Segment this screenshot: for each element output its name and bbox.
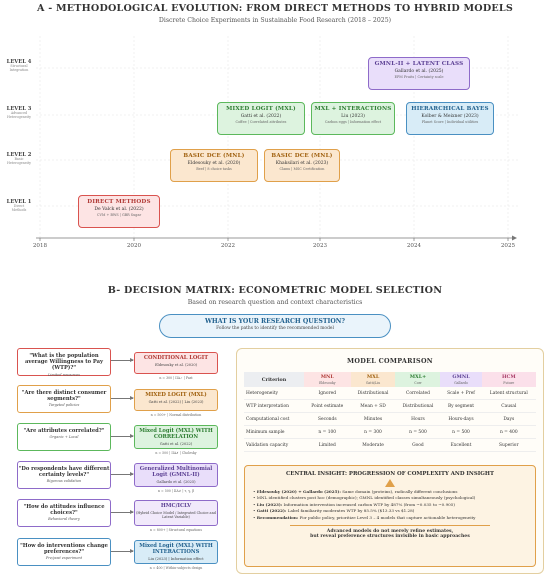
model-card [134,540,218,564]
level-2-label [4,152,34,166]
question-text: "How do attitudes influence choices?" [23,504,105,517]
question-card [17,499,111,527]
method-author: Gallardo et al. (2025) [394,69,444,74]
table-cell: Causal [482,400,536,413]
method-author: Khaksilari et al. (2023) [275,161,329,166]
model-note: n = 500 | IIA✗ | τ, γ, β [157,489,195,493]
model-author: Eldesouky et al. (2020) [154,362,198,367]
table-cell: Minutes [351,413,396,426]
column-name: MXL+ [409,373,427,380]
method-box-mxl-interactions [311,102,395,135]
method-title: MIXED LOGIT (MXL) [226,106,296,112]
model-author: Gatti et al. (2022) [159,441,193,446]
table-row [244,387,536,400]
method-author: Eldesouky et al. (2020) [187,161,241,166]
model-author: (Hybrid Choice Model / Integrated Choice and Latent Variable) [136,510,216,519]
model-name: Generalized Multinomial Logit (GMNL-II) [139,466,213,478]
insight-bold: Recommendation: [256,514,299,520]
method-author: Gatti et al. (2022) [240,114,282,119]
table-cell: WTP interpretation [244,400,304,413]
table-cell: By segment [440,400,481,413]
method-author: De Valck et al. (2022) [94,207,144,212]
arrow-icon [111,512,133,513]
table-row [244,400,536,413]
method-note: Carbon eggs | Information effect [324,120,382,124]
insight-item: • Recommendation: For public policy, prioritize Level 3 – 4 models that capture actionable heterogeneity [253,514,476,520]
insight-item: • Liu (2023): Information intervention increased carbon WTP by 487% (from ~0.035 to ~0.905) [253,501,455,507]
table-cell: Distributional [351,387,396,400]
year-label: 2023 [312,243,328,249]
method-title: DIRECT METHODS [87,199,151,205]
model-name: Mixed Logit (MXL) WITH CORRELATION [139,428,213,440]
level-4-label [4,59,34,73]
model-comparison-panel [236,348,544,574]
method-note: Coffee | Correlated attributes [235,120,287,124]
comparison-header-row [244,372,536,387]
year-label: 2025 [500,243,516,249]
table-cell: n = 100 [304,426,351,439]
table-cell: Correlated [395,387,440,400]
arrow-icon [111,551,133,552]
column-name: MNL [320,373,334,380]
insight-conclusion [290,525,490,539]
comparison-table [244,372,536,452]
research-question-subtitle: Follow the paths to identify the recommended model [216,326,334,331]
model-note: n = 400 | Within-subjects design [149,566,203,570]
table-cell: Heterogeneity [244,387,304,400]
table-cell: Excellent [440,439,481,452]
level-desc: Structural [10,64,28,68]
question-text: "Are attributes correlated?" [23,428,105,434]
model-name: CONDITIONAL LOGIT [143,355,209,361]
table-cell: Moderate [351,439,396,452]
level-desc: Basic [14,157,24,161]
model-card [134,352,218,374]
column-header [351,372,396,387]
model-card [134,463,218,487]
year-label: 2020 [126,243,142,249]
model-author: Liu (2023) | Information effect [148,556,204,561]
table-cell: Limited [304,439,351,452]
level-desc: Advanced [10,111,28,115]
model-author: Gallardo et al. (2025) [156,479,196,484]
table-cell: Distributional [395,400,440,413]
column-name: HCM [501,373,516,380]
column-header [440,372,481,387]
table-cell: Mean + SD [351,400,396,413]
question-text: "Are there distinct consumer segments?" [21,390,107,403]
arrow-icon [111,398,133,399]
table-cell: Point estimate [304,400,351,413]
method-title: BASIC DCE (MNL) [271,153,333,159]
insight-text: Information intervention increased carbon WTP by 487% (from ~0.035 to ~0.905) [282,501,455,507]
table-cell: Hours [395,413,440,426]
level-name: LEVEL 2 [6,152,32,158]
table-cell: Superior [482,439,536,452]
question-text: "Do respondents have different certainty levels?" [18,466,110,479]
model-note: n = 800+ | Structural equations [149,528,202,532]
question-context: Limited resources [47,372,81,377]
arrow-icon [111,360,133,361]
table-row [244,426,536,439]
research-question-title: WHAT IS YOUR RESEARCH QUESTION? [204,318,346,325]
conclusion-line: but reveal preference structures invisible in basic approaches [310,534,470,540]
method-title: GMNL-II + LATENT CLASS [374,61,464,67]
model-note: n = 500 | IIA✗ | Cholesky [155,451,197,455]
conclusion-line: Advanced models do not merely refine estimates, [326,529,454,535]
model-author: Gatti et al. (2022) | Liu (2023) [148,399,204,404]
column-sub: Gatti/Liu [365,380,381,385]
insight-bold: Liu (2023): [256,501,283,507]
column-sub: Corr [414,380,422,385]
method-note: Planet Score | Individual utilities [421,120,479,124]
insight-text: For public policy, prioritize Level 3 – 4 models that capture actionable heterogeneity [298,514,476,520]
method-note: EPM Fruits | Certainty scale [394,75,444,79]
model-card [134,425,218,449]
model-name: HMC/ICLV [160,503,192,509]
warning-icon [385,479,395,487]
question-card [17,348,111,376]
part-b-subtitle: Based on research question and context characteristics [187,299,363,306]
column-header [304,372,351,387]
column-sub: Future [503,380,515,385]
table-row [244,439,536,452]
question-context: Targeted policies [48,403,80,408]
insight-text: Same domain (proteins), radically different conclusions [340,489,458,494]
level-name: LEVEL 1 [6,199,32,205]
table-cell: Computational cost [244,413,304,426]
level-desc: Direct [13,204,25,208]
level-1-label [4,199,34,213]
table-cell: Validation capacity [244,439,304,452]
question-context: Rigorous validation [46,479,82,484]
method-box-mixed-logit [217,102,305,135]
insight-text: Label familiarity moderates WTP by 85.5% ($13.33 vs $1.28) [286,508,415,514]
arrow-icon [111,474,133,475]
column-header [244,372,304,387]
table-cell: Hours-days [440,413,481,426]
level-desc: Heterogeneity [6,160,32,165]
method-box-basic-dce-2023 [264,149,340,182]
model-card [134,500,218,526]
comparison-title: MODEL COMPARISON [347,357,433,365]
method-box-gmnl-latent-class [368,57,470,90]
research-question-header [159,314,391,338]
question-text: "What is the population average Willingness to Pay (WTP)?" [24,353,104,372]
method-author: Liu (2023) [341,114,365,119]
method-title: HIERARCHICAL BAYES [411,106,489,112]
year-label: 2022 [220,243,236,249]
part-b-title: B- DECISION MATRIX: ECONOMETRIC MODEL SELECTION [107,285,443,296]
level-name: LEVEL 3 [6,106,32,112]
column-name: GMNL [452,373,470,380]
part-a-title: A - METHODOLOGICAL EVOLUTION: FROM DIRECT METHODS TO HYBRID MODELS [37,3,513,14]
method-note: CVM + BWS | GBR Sugar [96,213,142,217]
question-context: Pre/post experiment [45,556,83,561]
model-name: MIXED LOGIT (MXL) [145,392,207,398]
table-cell: n = 500 [395,426,440,439]
insight-item: • Gatti (2022): Label familiarity moderates WTP by 85.5% ($13.33 vs $1.28) [253,508,415,514]
table-row [244,413,536,426]
insight-item: • Eldesouky (2020) + Gallardo (2025): Same domain (proteins), radically different conclusions [253,489,458,494]
question-context: Behavioral theory [48,517,80,522]
insight-bold: Gatti (2022): [256,508,287,514]
model-name: Mixed Logit (MXL) WITH INTERACTIONS [139,543,213,555]
insight-title: CENTRAL INSIGHT: PROGRESSION OF COMPLEXITY AND INSIGHT [285,471,494,477]
model-card [134,389,218,411]
central-insight-box [244,465,536,567]
table-cell: Minimum sample [244,426,304,439]
year-label: 2018 [32,243,48,249]
method-note: Clams | MSC Certification [279,167,325,171]
model-note: n = 500+ | Normal distribution [150,413,202,417]
arrow-icon [111,436,133,437]
level-desc: Methods [11,207,27,212]
method-title: MXL + INTERACTIONS [314,106,392,112]
column-header [395,372,440,387]
table-cell: Seconds [304,413,351,426]
method-box-hierarchical-bayes [406,102,494,135]
table-cell: Ignored [304,387,351,400]
column-header [482,372,536,387]
table-cell: Good [395,439,440,452]
column-name: Criterion [261,376,287,383]
table-cell: n = 300 [351,426,396,439]
level-desc: Integration [9,67,29,72]
question-context: Organic + Local [49,435,79,440]
question-card [17,461,111,489]
insight-bold: Eldesouky (2020) + Gallardo (2025): [256,489,341,494]
table-cell: Days [482,413,536,426]
level-name: LEVEL 4 [6,59,32,65]
method-box-basic-dce-2020 [170,149,258,182]
question-text: "How do interventions change preferences?" [20,543,108,556]
column-name: MXL [366,373,380,380]
insight-text: MNL identified clusters post hoc (demographic); GMNL identified classes simultaneously (psychological) [256,495,476,501]
table-cell: Scale + Pref [440,387,481,400]
column-sub: Gallardo [454,380,468,385]
level-3-label [4,106,34,120]
method-box-direct-methods [78,195,160,228]
part-a-subtitle: Discrete Choice Experiments in Sustainable Food Research (2018 – 2025) [158,17,392,24]
method-note: Beef | 8 choice tasks [196,167,232,171]
method-title: BASIC DCE (MNL) [183,153,245,159]
table-cell: n = 400 [482,426,536,439]
level-desc: Heterogeneity [6,114,32,119]
year-label: 2024 [406,243,422,249]
model-note: n = 300 | IIA✓ | Fast [159,376,193,380]
table-cell: n = 500 [440,426,481,439]
question-card [17,385,111,413]
question-card [17,423,111,451]
table-cell: Latent structural [482,387,536,400]
method-author: Kolber & Meixner (2023) [421,114,479,119]
insight-item: • MNL identified clusters post hoc (demographic); GMNL identified classes simultaneously (psychological) [253,495,476,501]
question-card [17,538,111,566]
column-sub: Eldesouky [318,380,336,385]
